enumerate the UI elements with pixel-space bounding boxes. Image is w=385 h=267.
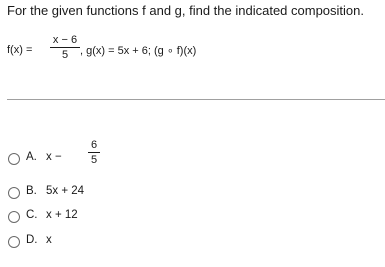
option-a-prefix: x − (46, 151, 62, 163)
f-numerator: x − 6 (52, 34, 78, 46)
f-label: f(x) = (7, 44, 33, 56)
radio-a[interactable] (8, 153, 20, 165)
option-d-letter: D. (26, 234, 38, 246)
option-c-letter: C. (26, 209, 38, 221)
f-fraction (50, 34, 80, 61)
option-b[interactable] (8, 184, 208, 202)
radio-c[interactable] (8, 211, 20, 223)
option-a-denominator: 5 (90, 154, 98, 166)
option-b-letter: B. (26, 185, 37, 197)
option-a-fraction (88, 139, 100, 166)
option-b-text: 5x + 24 (46, 185, 85, 197)
option-a-letter: A. (26, 151, 37, 163)
option-a[interactable] (8, 139, 208, 168)
option-d[interactable] (8, 233, 208, 251)
question-prompt: For the given functions f and g, find the indicated composition. (7, 3, 364, 18)
option-c[interactable] (8, 208, 208, 226)
option-a-numerator: 6 (90, 139, 98, 151)
fraction-bar (88, 152, 100, 153)
fraction-bar (50, 47, 80, 48)
divider (7, 99, 385, 100)
option-c-text: x + 12 (46, 209, 78, 221)
option-d-text: x (46, 234, 52, 246)
g-definition: , g(x) = 5x + 6; (g ∘ f)(x) (80, 45, 197, 57)
radio-d[interactable] (8, 236, 20, 248)
radio-b[interactable] (8, 187, 20, 199)
f-denominator: 5 (61, 49, 69, 61)
